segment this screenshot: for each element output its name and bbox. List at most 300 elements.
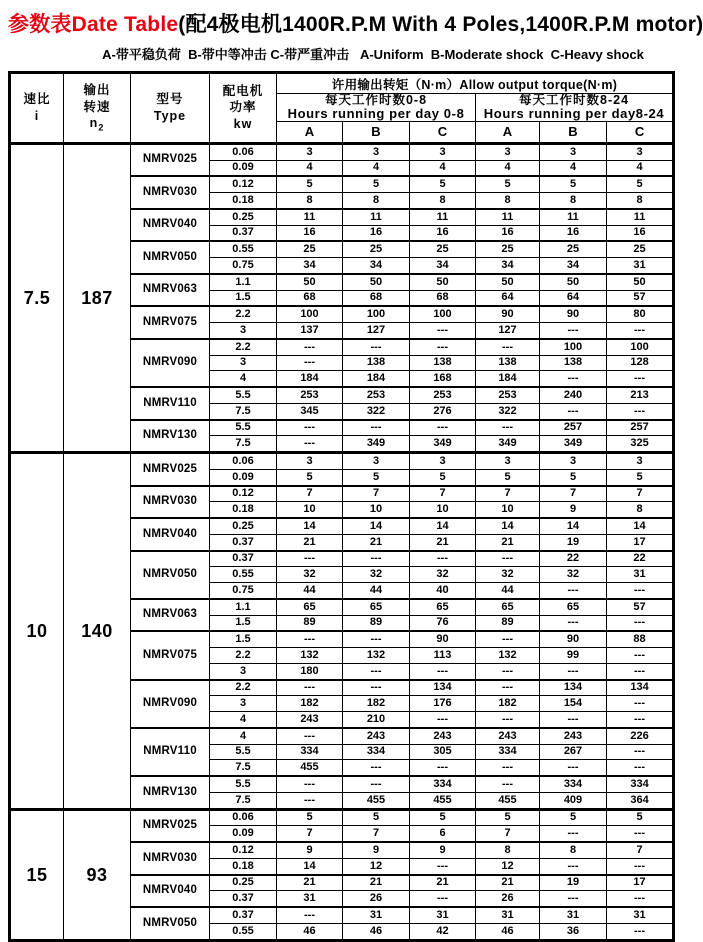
torque-value: ---	[476, 420, 540, 436]
output-speed-value: 187	[64, 143, 131, 452]
torque-value: 409	[540, 792, 607, 809]
torque-value: 11	[540, 209, 607, 225]
torque-value: ---	[410, 760, 476, 776]
torque-value: 182	[343, 696, 410, 712]
motor-power-value: 5.5	[210, 744, 277, 760]
torque-value: ---	[343, 631, 410, 647]
motor-power-value: 3	[210, 355, 277, 371]
torque-value: ---	[540, 583, 607, 599]
torque-value: ---	[410, 323, 476, 339]
torque-value: 22	[540, 551, 607, 567]
torque-value: 16	[476, 225, 540, 241]
motor-power-value: 3	[210, 696, 277, 712]
torque-value: 80	[607, 306, 674, 322]
torque-value: 137	[277, 323, 343, 339]
motor-power-value: 5.5	[210, 387, 277, 403]
torque-value: 50	[277, 274, 343, 290]
torque-value: 138	[343, 355, 410, 371]
torque-value: 349	[343, 436, 410, 453]
torque-value: 5	[607, 469, 674, 485]
torque-value: 3	[410, 453, 476, 470]
motor-power-value: 0.06	[210, 453, 277, 470]
torque-value: 88	[607, 631, 674, 647]
torque-value: 65	[343, 599, 410, 615]
motor-power-value: 0.09	[210, 469, 277, 485]
motor-power-value: 0.37	[210, 534, 277, 550]
motor-power-value: 0.18	[210, 502, 277, 518]
torque-value: 19	[540, 534, 607, 550]
torque-value: 349	[540, 436, 607, 453]
torque-value: 46	[277, 923, 343, 940]
torque-value: 11	[476, 209, 540, 225]
torque-value: 11	[410, 209, 476, 225]
torque-value: 5	[410, 469, 476, 485]
torque-value: 21	[277, 534, 343, 550]
torque-value: 132	[277, 648, 343, 664]
torque-value: ---	[607, 891, 674, 907]
torque-value: 14	[277, 518, 343, 534]
torque-value: 127	[343, 323, 410, 339]
torque-value: 8	[540, 193, 607, 209]
torque-value: 25	[410, 241, 476, 257]
torque-value: ---	[607, 826, 674, 842]
torque-value: 26	[343, 891, 410, 907]
motor-power-value: 0.25	[210, 518, 277, 534]
torque-value: 12	[343, 858, 410, 874]
torque-value: 89	[277, 615, 343, 631]
torque-value: 3	[410, 143, 476, 160]
torque-value: 243	[410, 728, 476, 744]
torque-value: 3	[607, 143, 674, 160]
torque-value: 16	[607, 225, 674, 241]
motor-power-value: 0.06	[210, 143, 277, 160]
power-label-unit: kw	[233, 117, 253, 132]
motor-power-value: 4	[210, 728, 277, 744]
torque-value: ---	[343, 760, 410, 776]
ratio-label-symbol: i	[34, 108, 40, 123]
torque-value: 138	[410, 355, 476, 371]
torque-value: 455	[476, 792, 540, 809]
torque-value: 44	[277, 583, 343, 599]
torque-value: 11	[607, 209, 674, 225]
model-type: NMRV025	[131, 453, 210, 486]
torque-value: ---	[607, 648, 674, 664]
model-type: NMRV030	[131, 842, 210, 875]
torque-value: 364	[607, 792, 674, 809]
torque-value: 25	[607, 241, 674, 257]
model-type: NMRV050	[131, 551, 210, 599]
torque-value: 5	[277, 809, 343, 826]
col-header-motor-power	[210, 73, 277, 144]
model-type: NMRV090	[131, 680, 210, 728]
torque-value: 257	[607, 420, 674, 436]
torque-value: 36	[540, 923, 607, 940]
ratio-label-zh: 速比	[23, 92, 51, 106]
torque-value: 25	[277, 241, 343, 257]
torque-value: 65	[277, 599, 343, 615]
torque-value: 5	[410, 176, 476, 192]
model-type: NMRV040	[131, 875, 210, 908]
torque-value: 14	[607, 518, 674, 534]
torque-value: 4	[540, 160, 607, 176]
ratio-value: 7.5	[10, 143, 64, 452]
torque-value: ---	[540, 826, 607, 842]
torque-value: 31	[343, 907, 410, 923]
power-label-zh-2: 功率	[229, 100, 257, 115]
motor-power-value: 4	[210, 371, 277, 387]
torque-value: 64	[540, 290, 607, 306]
torque-value: 12	[476, 858, 540, 874]
motor-power-value: 0.12	[210, 176, 277, 192]
torque-value: 76	[410, 615, 476, 631]
torque-value: 3	[343, 143, 410, 160]
torque-value: 25	[540, 241, 607, 257]
motor-power-value: 0.37	[210, 907, 277, 923]
hours-0-8-header	[277, 94, 476, 122]
motor-power-value: 0.37	[210, 225, 277, 241]
torque-value: 3	[476, 453, 540, 470]
torque-value: 5	[607, 176, 674, 192]
torque-value: 26	[476, 891, 540, 907]
torque-value: 132	[476, 648, 540, 664]
torque-value: 134	[540, 680, 607, 696]
torque-value: 276	[410, 403, 476, 419]
motor-power-value: 1.1	[210, 599, 277, 615]
model-type: NMRV040	[131, 209, 210, 242]
torque-value: 65	[410, 599, 476, 615]
motor-power-value: 2.2	[210, 339, 277, 355]
torque-value: 334	[343, 744, 410, 760]
torque-value: 89	[476, 615, 540, 631]
torque-value: 57	[607, 290, 674, 306]
torque-value: ---	[476, 551, 540, 567]
torque-value: 10	[277, 502, 343, 518]
torque-value: 9	[410, 842, 476, 858]
torque-value: 25	[343, 241, 410, 257]
torque-value: 5	[540, 809, 607, 826]
torque-value: ---	[540, 891, 607, 907]
torque-value: 50	[410, 274, 476, 290]
model-type: NMRV075	[131, 631, 210, 679]
torque-value: 11	[343, 209, 410, 225]
torque-value: ---	[540, 712, 607, 728]
model-type: NMRV025	[131, 809, 210, 842]
torque-value: ---	[277, 680, 343, 696]
torque-value: 7	[343, 826, 410, 842]
torque-value: 50	[476, 274, 540, 290]
torque-value: 184	[277, 371, 343, 387]
torque-value: 8	[540, 842, 607, 858]
torque-value: 21	[343, 534, 410, 550]
torque-value: ---	[343, 680, 410, 696]
torque-value: ---	[410, 891, 476, 907]
model-type: NMRV063	[131, 599, 210, 632]
motor-power-value: 7.5	[210, 792, 277, 809]
table-row	[10, 453, 674, 470]
speed-label-symbol: $n_2$	[89, 116, 105, 133]
torque-value: 345	[277, 403, 343, 419]
ratio-value: 15	[10, 809, 64, 940]
torque-value: 65	[476, 599, 540, 615]
torque-value: ---	[343, 339, 410, 355]
torque-value: 3	[607, 453, 674, 470]
motor-power-value: 5.5	[210, 776, 277, 792]
torque-value: 243	[476, 728, 540, 744]
motor-power-value: 1.1	[210, 274, 277, 290]
torque-value: 90	[476, 306, 540, 322]
torque-value: 5	[277, 176, 343, 192]
torque-value: ---	[607, 371, 674, 387]
motor-power-value: 0.75	[210, 258, 277, 274]
motor-power-value: 0.18	[210, 193, 277, 209]
torque-value: 3	[476, 143, 540, 160]
torque-value: ---	[410, 663, 476, 679]
torque-value: 168	[410, 371, 476, 387]
torque-value: ---	[607, 615, 674, 631]
torque-value: 9	[540, 502, 607, 518]
page-title-black: (配4极电机1400R.P.M With 4 Poles,1400R.P.M motor)	[178, 13, 703, 36]
torque-value: 68	[277, 290, 343, 306]
torque-value: ---	[277, 355, 343, 371]
torque-value: ---	[277, 420, 343, 436]
torque-value: 7	[277, 826, 343, 842]
torque-value: 3	[540, 143, 607, 160]
torque-value: 3	[540, 453, 607, 470]
torque-value: 349	[410, 436, 476, 453]
page-title	[8, 8, 703, 38]
load-class-header: A	[476, 121, 540, 143]
torque-value: 210	[343, 712, 410, 728]
torque-value: 100	[410, 306, 476, 322]
torque-value: 68	[343, 290, 410, 306]
motor-power-value: 3	[210, 663, 277, 679]
model-type: NMRV110	[131, 728, 210, 776]
torque-value: 14	[277, 858, 343, 874]
motor-power-value: 0.06	[210, 809, 277, 826]
torque-value: 6	[410, 826, 476, 842]
torque-value: 138	[476, 355, 540, 371]
torque-value: 32	[410, 567, 476, 583]
speed-label-zh-2: 转速	[83, 99, 111, 114]
torque-value: 132	[343, 648, 410, 664]
type-label-zh: 型号	[156, 92, 184, 106]
torque-value: ---	[343, 551, 410, 567]
torque-value: 334	[410, 776, 476, 792]
motor-power-value: 0.12	[210, 842, 277, 858]
torque-value: ---	[343, 663, 410, 679]
torque-value: 253	[343, 387, 410, 403]
torque-value: 21	[476, 875, 540, 891]
motor-power-value: 0.09	[210, 826, 277, 842]
model-type: NMRV040	[131, 518, 210, 551]
torque-value: 4	[343, 160, 410, 176]
torque-value: 14	[343, 518, 410, 534]
motor-power-value: 0.55	[210, 567, 277, 583]
torque-value: 3	[343, 453, 410, 470]
torque-value: ---	[277, 728, 343, 744]
torque-value: 10	[343, 502, 410, 518]
torque-value: 5	[343, 809, 410, 826]
torque-value: 334	[277, 744, 343, 760]
torque-value: 100	[540, 339, 607, 355]
torque-value: 5	[410, 809, 476, 826]
torque-value: 184	[476, 371, 540, 387]
torque-value: 182	[476, 696, 540, 712]
torque-value: 11	[277, 209, 343, 225]
motor-power-value: 0.25	[210, 209, 277, 225]
torque-value: 5	[607, 809, 674, 826]
torque-value: 21	[410, 875, 476, 891]
col-header-type	[131, 73, 210, 144]
torque-value: ---	[410, 551, 476, 567]
torque-value: ---	[476, 680, 540, 696]
torque-value: 349	[476, 436, 540, 453]
motor-power-value: 1.5	[210, 615, 277, 631]
motor-power-value: 0.25	[210, 875, 277, 891]
torque-value: 50	[540, 274, 607, 290]
torque-value: 7	[476, 486, 540, 502]
motor-power-value: 7.5	[210, 436, 277, 453]
torque-value: 31	[540, 907, 607, 923]
torque-value: 34	[476, 258, 540, 274]
torque-value: 322	[476, 403, 540, 419]
spec-table	[8, 71, 675, 942]
torque-value: 9	[277, 842, 343, 858]
torque-value: 100	[343, 306, 410, 322]
torque-value: 31	[277, 891, 343, 907]
torque-value: 99	[540, 648, 607, 664]
model-type: NMRV090	[131, 339, 210, 387]
motor-power-value: 5.5	[210, 420, 277, 436]
motor-power-value: 2.2	[210, 306, 277, 322]
torque-value: ---	[607, 744, 674, 760]
hours-0-8-zh: 每天工作时数0-8	[324, 93, 428, 107]
ratio-value: 10	[10, 453, 64, 810]
load-class-header: A	[277, 121, 343, 143]
torque-value: 138	[540, 355, 607, 371]
torque-value: 8	[277, 193, 343, 209]
load-class-header: C	[607, 121, 674, 143]
model-type: NMRV050	[131, 907, 210, 940]
torque-value: 182	[277, 696, 343, 712]
torque-value: ---	[540, 403, 607, 419]
torque-value: ---	[607, 712, 674, 728]
torque-value: ---	[277, 792, 343, 809]
torque-value: ---	[277, 776, 343, 792]
torque-value: 334	[540, 776, 607, 792]
speed-label-zh-1: 输出	[83, 82, 111, 97]
col-header-ratio	[10, 73, 64, 144]
torque-value: 4	[607, 160, 674, 176]
motor-power-value: 1.5	[210, 631, 277, 647]
torque-value: ---	[410, 858, 476, 874]
motor-power-value: 0.55	[210, 241, 277, 257]
torque-value: 305	[410, 744, 476, 760]
torque-value: ---	[540, 371, 607, 387]
torque-value: 90	[540, 631, 607, 647]
model-type: NMRV030	[131, 176, 210, 209]
torque-value: 21	[476, 534, 540, 550]
torque-value: 14	[540, 518, 607, 534]
torque-value: 34	[343, 258, 410, 274]
torque-value: ---	[410, 339, 476, 355]
torque-value: 9	[343, 842, 410, 858]
torque-value: 5	[540, 176, 607, 192]
torque-value: 7	[607, 486, 674, 502]
torque-value: 4	[277, 160, 343, 176]
torque-value: ---	[277, 551, 343, 567]
torque-value: 31	[607, 907, 674, 923]
torque-value: 57	[607, 599, 674, 615]
torque-value: 7	[277, 486, 343, 502]
torque-value: ---	[410, 712, 476, 728]
torque-value: 7	[476, 826, 540, 842]
torque-value: 90	[410, 631, 476, 647]
torque-value: 184	[343, 371, 410, 387]
torque-value: 267	[540, 744, 607, 760]
torque-value: 7	[343, 486, 410, 502]
hours-8-24-zh: 每天工作时数8-24	[519, 93, 630, 107]
torque-value: 31	[476, 907, 540, 923]
torque-value: 7	[540, 486, 607, 502]
motor-power-value: 0.37	[210, 891, 277, 907]
torque-value: 154	[540, 696, 607, 712]
motor-power-value: 4	[210, 712, 277, 728]
torque-value: 44	[476, 583, 540, 599]
torque-value: ---	[540, 858, 607, 874]
torque-value: 180	[277, 663, 343, 679]
torque-value: ---	[476, 776, 540, 792]
type-label-en: Type	[153, 108, 187, 123]
torque-value: 128	[607, 355, 674, 371]
torque-value: 65	[540, 599, 607, 615]
torque-value: 16	[277, 225, 343, 241]
torque-value: 32	[277, 567, 343, 583]
motor-power-value: 3	[210, 323, 277, 339]
torque-value: 253	[476, 387, 540, 403]
torque-value: ---	[343, 776, 410, 792]
torque-value: ---	[277, 339, 343, 355]
torque-value: 5	[343, 176, 410, 192]
torque-value: 17	[607, 534, 674, 550]
torque-value: 32	[540, 567, 607, 583]
torque-value: ---	[476, 712, 540, 728]
torque-value: 42	[410, 923, 476, 940]
torque-value: 334	[476, 744, 540, 760]
model-type: NMRV075	[131, 306, 210, 339]
torque-value: ---	[540, 760, 607, 776]
torque-value: ---	[540, 323, 607, 339]
page-title-red: 参数表Date Table	[8, 13, 179, 36]
torque-value: 134	[607, 680, 674, 696]
torque-value: 89	[343, 615, 410, 631]
torque-value: ---	[277, 631, 343, 647]
motor-power-value: 0.37	[210, 551, 277, 567]
torque-value: 10	[410, 502, 476, 518]
torque-value: 16	[410, 225, 476, 241]
torque-value: 100	[607, 339, 674, 355]
catalog-page	[0, 8, 703, 937]
torque-value: 240	[540, 387, 607, 403]
torque-value: 40	[410, 583, 476, 599]
torque-value: ---	[607, 858, 674, 874]
torque-value: 334	[607, 776, 674, 792]
torque-value: 50	[343, 274, 410, 290]
model-type: NMRV050	[131, 241, 210, 274]
torque-value: 16	[540, 225, 607, 241]
model-type: NMRV025	[131, 143, 210, 176]
torque-value: ---	[476, 760, 540, 776]
